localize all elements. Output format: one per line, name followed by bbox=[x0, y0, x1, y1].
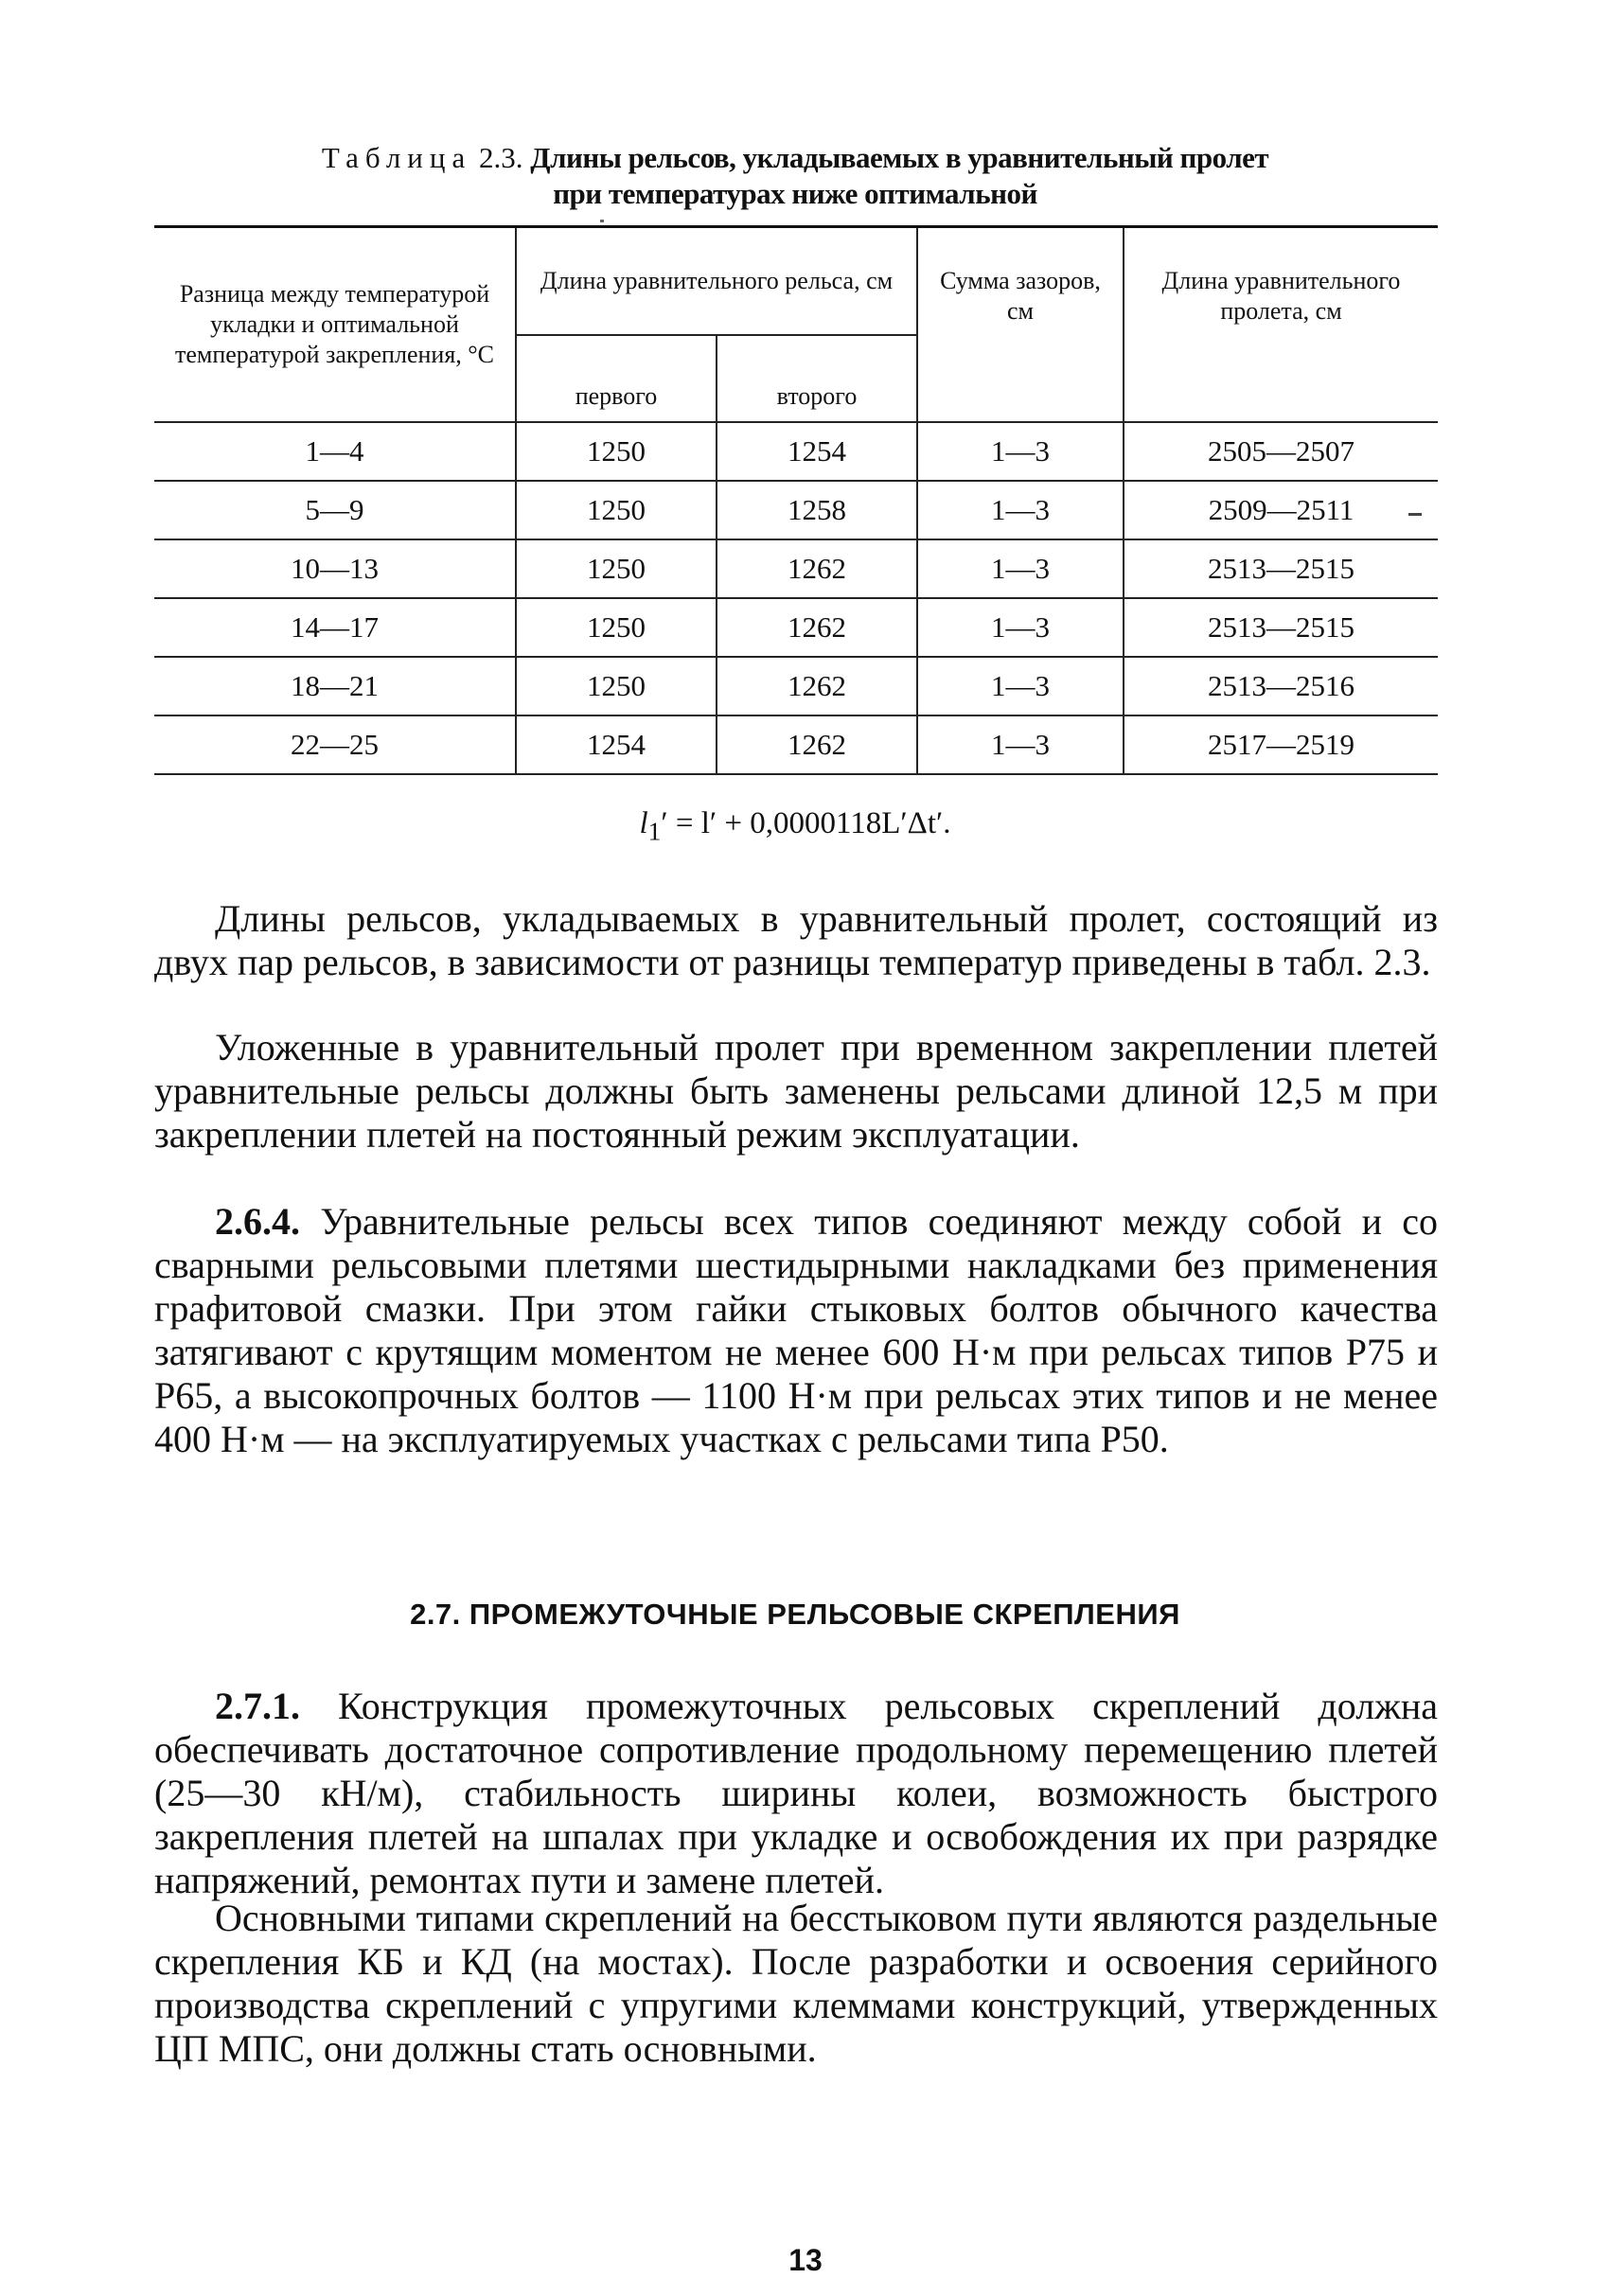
clause-number-2-7-1: 2.7.1. bbox=[215, 1685, 300, 1727]
table-cell: 1—3 bbox=[917, 481, 1124, 539]
rail-length-table bbox=[154, 225, 1438, 775]
scan-speck bbox=[600, 220, 604, 222]
page-number: 13 bbox=[788, 2243, 823, 2277]
table-cell: 1262 bbox=[717, 657, 917, 715]
caption-number: 2.3. bbox=[479, 141, 523, 174]
formula-lhs: l bbox=[639, 806, 648, 840]
table-cell: 1262 bbox=[717, 539, 917, 598]
header-gap-sum: Сумма зазоров, см bbox=[917, 227, 1124, 423]
table-cell: 22—25 bbox=[154, 715, 516, 774]
table-row bbox=[154, 598, 1438, 657]
table-caption bbox=[151, 140, 1439, 212]
header-span-length: Длина уравнительного пролета, см bbox=[1124, 227, 1438, 423]
table-row bbox=[154, 481, 1438, 539]
table-cell: 2513—2515 bbox=[1124, 598, 1438, 657]
table-cell: 1250 bbox=[516, 657, 717, 715]
table-row bbox=[154, 422, 1438, 481]
table-cell: 1—4 bbox=[154, 422, 516, 481]
caption-label: Таблица bbox=[321, 141, 472, 174]
table-cell: 1258 bbox=[717, 481, 917, 539]
header-first-rail: первого bbox=[516, 335, 717, 422]
table-cell: 2513—2515 bbox=[1124, 539, 1438, 598]
formula-sub: 1 bbox=[647, 816, 662, 846]
table-cell: 1—3 bbox=[917, 715, 1124, 774]
formula bbox=[151, 806, 1439, 847]
table-cell: 2509—2511 bbox=[1124, 481, 1438, 539]
table-cell: 1—3 bbox=[917, 422, 1124, 481]
table-cell: 1—3 bbox=[917, 657, 1124, 715]
table-cell: 1262 bbox=[717, 598, 917, 657]
paragraph-fastening-types: Основными типами скреплений на бесстыковом пути являются раздельные скрепления КБ и КД (на мостах). После разработки и освоения серийного производства скреплений с упругими клеммами конструкций, утвержденных ЦП МПС, они должны стать основными. bbox=[154, 1897, 1438, 2070]
table-cell: 2517—2519 bbox=[1124, 715, 1438, 774]
table-row bbox=[154, 539, 1438, 598]
table-cell: 2505—2507 bbox=[1124, 422, 1438, 481]
table-row bbox=[154, 715, 1438, 774]
paragraph-table-reference: Длины рельсов, укладываемых в уравнительный пролет, состоящий из двух пар рельсов, в зависимости от разницы температур приведены в табл. 2.3. bbox=[154, 897, 1438, 983]
table-cell: 14—17 bbox=[154, 598, 516, 657]
table-cell: 1—3 bbox=[917, 598, 1124, 657]
paragraph-2-7-1 bbox=[154, 1685, 1438, 1902]
table-cell: 1250 bbox=[516, 598, 717, 657]
formula-rhs: ′ = l′ + 0,0000118L′Δt′. bbox=[661, 806, 951, 840]
table-cell: 1262 bbox=[717, 715, 917, 774]
table-cell: 1254 bbox=[717, 422, 917, 481]
table-cell: 18—21 bbox=[154, 657, 516, 715]
table-cell: 5—9 bbox=[154, 481, 516, 539]
caption-title-line1: Длины рельсов, укладываемых в уравнительный пролет bbox=[530, 141, 1269, 174]
table-cell: 1254 bbox=[516, 715, 717, 774]
section-heading-2-7: 2.7. ПРОМЕЖУТОЧНЫЕ РЕЛЬСОВЫЕ СКРЕПЛЕНИЯ bbox=[410, 1598, 1180, 1631]
clause-number-2-6-4: 2.6.4. bbox=[215, 1200, 300, 1243]
table-cell: 1250 bbox=[516, 481, 717, 539]
table-row bbox=[154, 657, 1438, 715]
table-body bbox=[154, 422, 1438, 774]
caption-title-line2: при температурах ниже оптимальной bbox=[553, 177, 1037, 210]
table-cell: 1250 bbox=[516, 539, 717, 598]
header-rail-length-group: Длина уравнительного рельса, см bbox=[516, 227, 917, 336]
clause-text-2-6-4: Уравнительные рельсы всех типов соединяют между собой и со сварными рельсовыми плетями шестидырными накладками без применения графитовой смазки. При этом гайки стыковых болтов обычного качества затягивают с крутящим моментом не менее 600 Н·м при рельсах типов Р75 и Р65, а высокопрочных болтов — 1100 Н·м при рельсах этих типов и не менее 400 Н·м — на эксплуатируемых участках с рельсами типа Р50. bbox=[154, 1200, 1438, 1460]
table-cell: 10—13 bbox=[154, 539, 516, 598]
paragraph-temporary-rails: Уложенные в уравнительный пролет при временном закреплении плетей уравнительные рельсы должны быть заменены рельсами длиной 12,5 м при закреплении плетей на постоянный режим эксплуатации. bbox=[154, 1026, 1438, 1156]
header-temp-difference: Разница между температурой укладки и оптимальной температурой закрепления, °С bbox=[154, 227, 516, 423]
table-cell: 1250 bbox=[516, 422, 717, 481]
table-cell: 2513—2516 bbox=[1124, 657, 1438, 715]
table-cell: 1—3 bbox=[917, 539, 1124, 598]
paragraph-2-6-4 bbox=[154, 1200, 1438, 1461]
clause-text-2-7-1: Конструкция промежуточных рельсовых скреплений должна обеспечивать достаточное сопротивление продольному перемещению плетей (25—30 кН/м), стабильность ширины колеи, возможность быстрого закрепления плетей на шпалах при укладке и освобождения их при разрядке напряжений, ремонтах пути и замене плетей. bbox=[154, 1685, 1438, 1901]
scan-mark bbox=[1408, 513, 1422, 516]
header-second-rail: второго bbox=[717, 335, 917, 422]
